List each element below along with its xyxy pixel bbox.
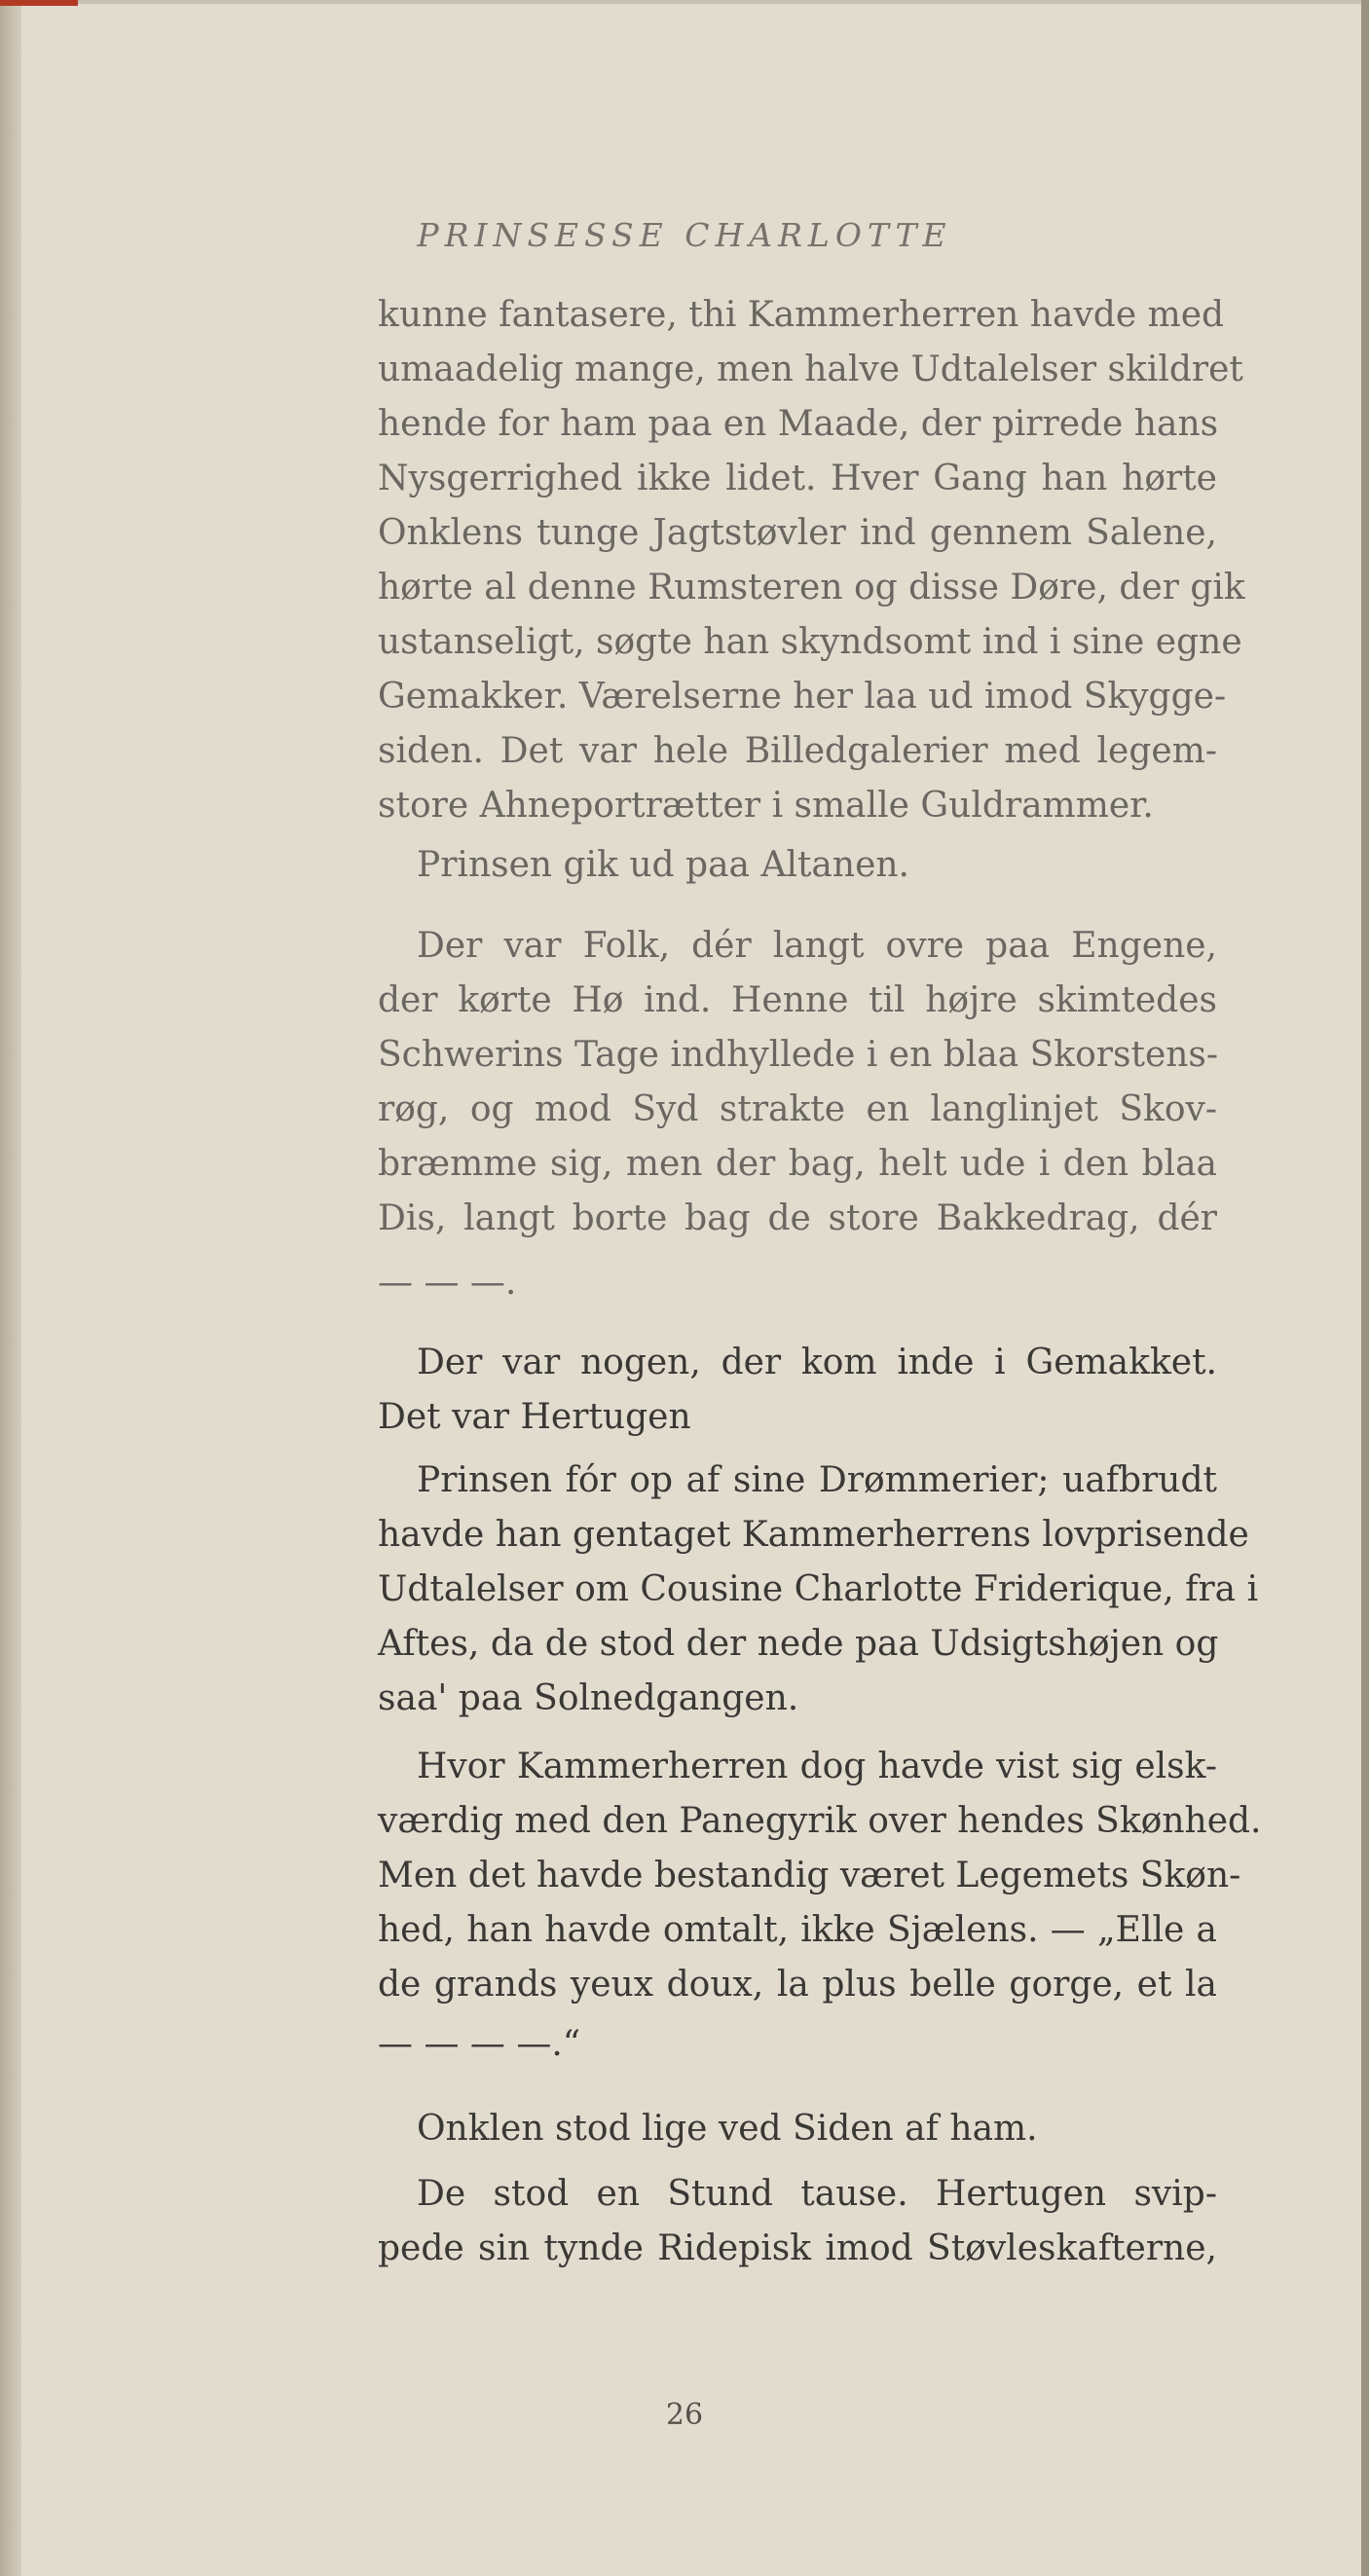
corner-mark [0,0,78,6]
text-line: Schwerins Tage indhyllede i en blaa Skorstens- [378,1035,1219,1075]
text-line: saa' paa Solnedgangen. [378,1678,799,1718]
text-line: Aftes, da de stod der nede paa Udsigtshøjen og [378,1624,1219,1664]
text-line: Det var Hertugen [378,1397,691,1437]
text-line: Prinsen fór op af sine Drømmerier; uafbrudt [417,1460,1217,1500]
text-line: Hvor Kammerherren dog havde vist sig elsk- [417,1747,1217,1786]
text-line: kunne fantasere, thi Kammerherren havde med [378,295,1225,335]
text-line: værdig med den Panegyrik over hendes Skønhed. [378,1801,1262,1841]
text-line: Onklen stod lige ved Siden af ham. [417,2109,1038,2149]
text-line: Dis, langt borte bag de store Bakkedrag, dér [378,1198,1217,1238]
text-line: Men det havde bestandig været Legemets Skøn- [378,1856,1241,1895]
page-gutter [0,0,21,2576]
text-line: havde han gentaget Kammerherrens lovprisende [378,1515,1249,1555]
text-line: hende for ham paa en Maade, der pirrede hans [378,404,1219,444]
text-line: hed, han havde omtalt, ikke Sjælens. — „Elle a [378,1910,1217,1950]
text-line: — — — —.“ [378,2024,581,2064]
text-line: umaadelig mange, men halve Udtalelser skildret [378,350,1243,389]
text-line: siden. Det var hele Billedgalerier med legem- [378,731,1217,771]
text-line: hørte al denne Rumsteren og disse Døre, der gik [378,568,1245,607]
text-line: Onklens tunge Jagtstøvler ind gennem Salene, [378,513,1217,553]
running-header: PRINSESSE CHARLOTTE [417,216,952,254]
text-line: Prinsen gik ud paa Altanen. [417,845,910,885]
text-line: — — —. [378,1263,517,1303]
text-line: bræmme sig, men der bag, helt ude i den blaa [378,1144,1217,1184]
page-edge [1361,0,1369,2576]
text-line: Udtalelser om Cousine Charlotte Friderique, fra i [378,1569,1259,1609]
text-line: Nysgerrighed ikke lidet. Hver Gang han hørte [378,459,1217,498]
text-line: Der var nogen, der kom inde i Gemakket. [417,1343,1217,1382]
text-line: de grands yeux doux, la plus belle gorge, et la [378,1965,1217,2005]
text-line: røg, og mod Syd strakte en langlinjet Skov- [378,1089,1217,1129]
text-line: Gemakker. Værelserne her laa ud imod Skygge- [378,677,1227,717]
page-number: 26 [665,2398,704,2432]
text-line: ustanseligt, søgte han skyndsomt ind i sine egne [378,622,1242,662]
text-line: De stod en Stund tause. Hertugen svip- [417,2174,1217,2214]
text-line: der kørte Hø ind. Henne til højre skimtedes [378,980,1217,1020]
text-line: pede sin tynde Ridepisk imod Støvleskafterne, [378,2228,1217,2268]
text-line: Der var Folk, dér langt ovre paa Engene, [417,926,1217,966]
text-line: store Ahneportrætter i smalle Guldrammer. [378,786,1154,826]
